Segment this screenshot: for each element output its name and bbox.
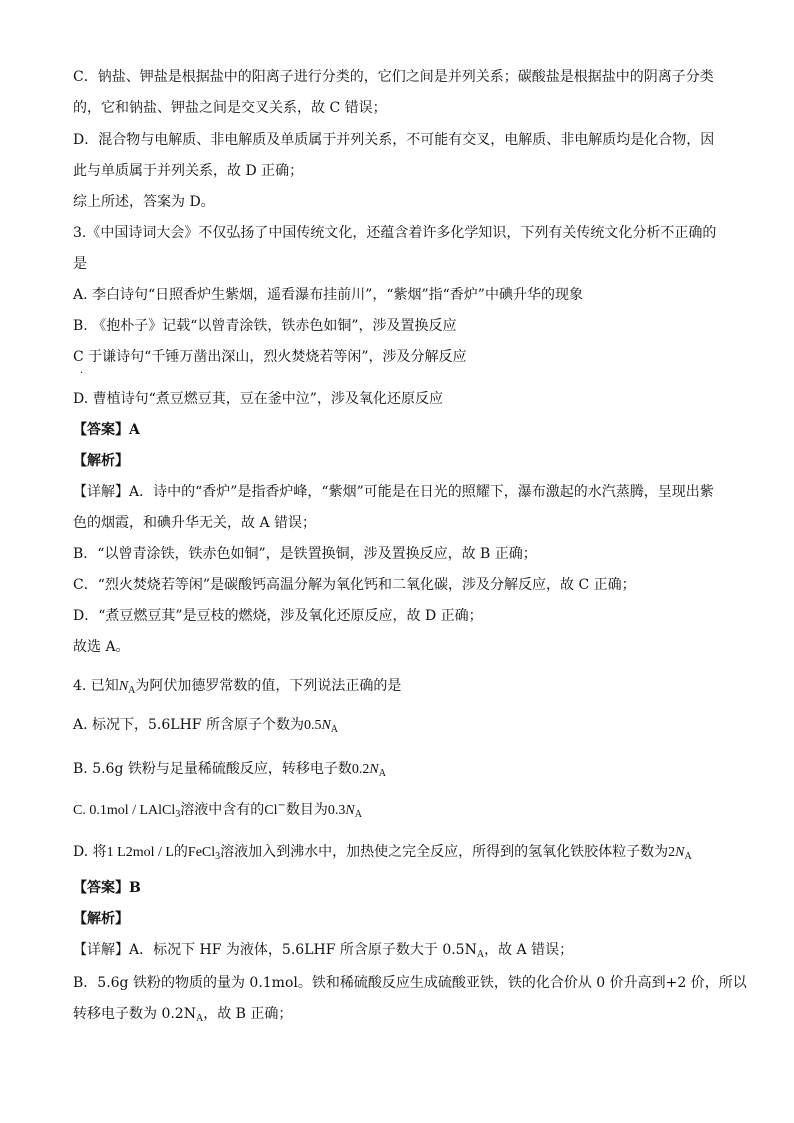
detail-text: 色的烟霞，和碘升华无关，故 A 错误； — [73, 515, 317, 531]
detail-text: C．“烈火焚烧若等闲”是碳酸钙高温分解为氧化钙和二氧化碳，涉及分解反应，故 C 正确； — [73, 577, 636, 593]
analysis-label: 【解析】 — [73, 911, 129, 927]
question-3-stem: 是 — [73, 256, 87, 272]
answer-label: 【答案】B — [73, 880, 141, 896]
text-line: 此与单质属于并列关系，故 D 正确； — [73, 163, 304, 179]
text-line: 综上所述，答案为 D。 — [73, 194, 215, 210]
detail-text: 故选 A。 — [73, 639, 130, 655]
question-3-option-c: C 于谦诗句“千锤万凿出深山，烈火焚烧若等闲”，涉及分解反应 — [73, 349, 467, 365]
text-line: 的，它和钠盐、钾盐之间是交叉关系，故 C 错误； — [73, 100, 387, 116]
question-4-option-a: A. 标况下，5.6LHF 所含原子个数为$0.5N_A$ — [73, 717, 339, 735]
question-4-option-d: D. 将1 L2mol / L的FeCl$_3$溶液加入到沸水中，加热使之完全反应，所得到的氢氧化铁胶体粒子数为$2N_A$ — [73, 844, 692, 862]
answer-label: 【答案】A — [73, 422, 140, 438]
question-3-stem: 3.《中国诗词大会》不仅弘扬了中国传统文化，还蕴含着许多化学知识，下列有关传统文化分析不正确的 — [73, 225, 717, 241]
detail-text: 转移电子数为 $0.2N_A$，故 B 正确； — [73, 1006, 293, 1024]
question-4-option-c: C. 0.1mol / LAlCl$_3$溶液中含有的Cl−数目为$0.3N_A$ — [73, 800, 362, 820]
text-line: C．钠盐、钾盐是根据盐中的阳离子进行分类的，它们之间是并列关系；碳酸盐是根据盐中的阴离子分类 — [73, 69, 714, 85]
detail-text: B．5.6g 铁粉的物质的量为 0.1mol。铁和稀硫酸反应生成硫酸亚铁，铁的化合价从 0 价升高到+2 价，所以 — [73, 975, 747, 991]
analysis-label: 【解析】 — [73, 453, 129, 469]
question-3-option-d: D. 曹植诗句“煮豆燃豆萁，豆在釜中泣”，涉及氧化还原反应 — [73, 391, 443, 407]
detail-text: 【详解】A．诗中的“香炉”是指香炉峰，“紫烟”可能是在日光的照耀下，瀑布激起的水汽蒸腾，呈现出紫 — [73, 484, 714, 500]
detail-text: D．“煮豆燃豆萁”是豆枝的燃烧，涉及氧化还原反应，故 D 正确； — [73, 608, 483, 624]
text-line: D．混合物与电解质、非电解质及单质属于并列关系，不可能有交叉，电解质、非电解质均是化合物，因 — [73, 132, 715, 148]
stray-dot: · — [80, 368, 84, 379]
question-4-stem: 4. 已知$N_A$为阿伏加德罗常数的值，下列说法正确的是 — [73, 678, 402, 696]
question-3-option-a: A. 李白诗句“日照香炉生紫烟，遥看瀑布挂前川”，“紫烟”指“香炉”中碘升华的现象 — [73, 287, 583, 303]
detail-text: 【详解】A．标况下 HF 为液体，5.6LHF 所含原子数大于 $0.5N_A$，故 A 错误； — [73, 942, 574, 960]
question-4-option-b: B. 5.6g 铁粉与足量稀硫酸反应，转移电子数$0.2N_A$ — [73, 761, 386, 779]
detail-text: B．“以曾青涂铁，铁赤色如铜”，是铁置换铜，涉及置换反应，故 B 正确； — [73, 546, 537, 562]
question-3-option-b: B. 《抱朴子》记载“以曾青涂铁，铁赤色如铜”，涉及置换反应 — [73, 318, 457, 334]
